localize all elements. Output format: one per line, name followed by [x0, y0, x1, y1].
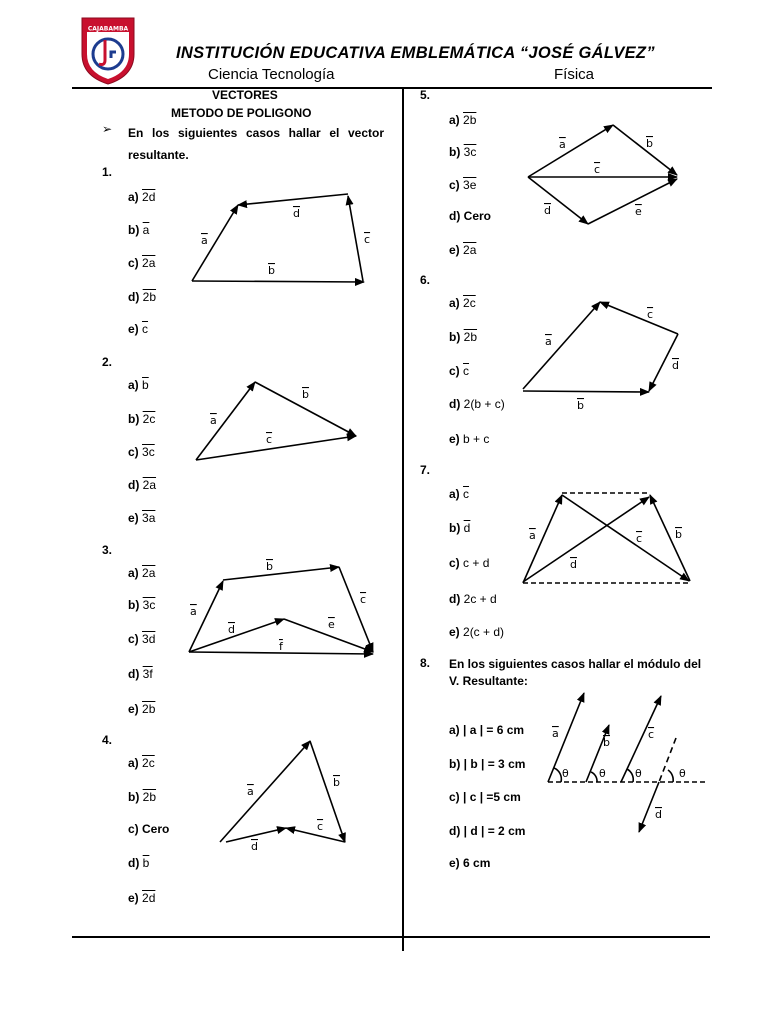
label-p1-d: d — [293, 207, 300, 220]
option: b) | b | = 3 cm — [449, 757, 526, 771]
angle-label: θ — [679, 767, 686, 780]
label-p5-d: d — [544, 204, 551, 217]
section-title: VECTORES — [212, 88, 278, 102]
option: a) 2a — [128, 566, 156, 580]
label-p5-e: e — [635, 205, 642, 218]
logo-text: CAJABAMBA — [87, 25, 129, 33]
label-p7-d: d — [570, 558, 577, 571]
label-p6-c: c — [647, 308, 654, 321]
figure-problem-7 — [523, 493, 690, 583]
area-label: Ciencia Tecnología — [208, 66, 335, 83]
problem-5-number: 5. — [420, 88, 431, 102]
option: a) $\overline{c}$ — [449, 487, 470, 501]
option: b) 2c — [128, 412, 156, 426]
problem-6-number: 6. — [420, 273, 431, 287]
label-p1-b: b — [268, 264, 275, 277]
label-p1-c: c — [364, 233, 371, 246]
option: c) | c | =5 cm — [449, 790, 521, 804]
label-p2-c: c — [266, 433, 273, 446]
option: d) 2c + d — [449, 592, 497, 606]
label-p6-d: d — [672, 359, 679, 372]
option: b) $\overline{a}$ — [128, 223, 150, 237]
figure-problem-1 — [192, 194, 364, 282]
option: d) | d | = 2 cm — [449, 824, 526, 838]
label-p3-e: e — [328, 618, 335, 631]
option: b) 3c — [449, 145, 477, 159]
section-subtitle: METODO DE POLIGONO — [171, 106, 312, 120]
angle-label: θ — [599, 767, 606, 780]
label-p7-a: a — [529, 529, 536, 542]
label-p8-a: a — [552, 727, 559, 740]
bullet-arrow-icon: ➢ — [102, 122, 113, 136]
option: c) $\overline{c}$ — [449, 364, 470, 378]
label-p4-b: b — [333, 776, 340, 789]
option: d) $\overline{b}$ — [128, 856, 150, 870]
option: a) 2c — [449, 296, 476, 310]
option: c) Cero — [128, 822, 170, 836]
label-p5-c: c — [594, 163, 601, 176]
problem-3-number: 3. — [102, 543, 113, 557]
figure-problem-4 — [220, 741, 345, 842]
option: b) 3c — [128, 598, 156, 612]
problem-4-number: 4. — [102, 733, 113, 747]
label-p8-d: d — [655, 808, 662, 821]
option: a) 2b — [449, 113, 477, 127]
label-p5-a: a — [559, 138, 566, 151]
institution-title: INSTITUCIÓN EDUCATIVA EMBLEMÁTICA “JOSÉ GÁLVEZ” — [176, 44, 655, 62]
label-p8-c: c — [648, 728, 655, 741]
option: a) 2d — [128, 190, 156, 204]
label-p7-c: c — [636, 532, 643, 545]
problem-2-number: 2. — [102, 355, 113, 369]
problem-8-number: 8. — [420, 656, 431, 670]
option: c) c + d — [449, 556, 490, 570]
course-label: Física — [554, 66, 595, 83]
option: b) 2b — [128, 790, 157, 804]
label-p4-c: c — [317, 820, 324, 833]
option: e) 2d — [128, 891, 156, 905]
label-p3-b: b — [266, 560, 273, 573]
label-p4-d: d — [251, 840, 258, 853]
label-p3-c: c — [360, 593, 367, 606]
option: d) Cero — [449, 209, 492, 223]
option: c) 2a — [128, 256, 156, 270]
option: d) 3f — [128, 667, 153, 681]
label-p1-a: a — [201, 234, 208, 247]
option: e) 2b — [128, 702, 156, 716]
option: b) $\overline{d}$ — [449, 521, 471, 535]
label-p4-a: a — [247, 785, 254, 798]
option: c) 3e — [449, 178, 477, 192]
figure-problem-2 — [196, 382, 356, 460]
option: a) $\overline{b}$ — [128, 378, 149, 392]
option: e) 6 cm — [449, 856, 491, 870]
problem-8-statement: En los siguientes casos hallar el módulo del V. Resultante: — [449, 657, 702, 688]
label-p7-b: b — [675, 528, 682, 541]
option: b) 2b — [449, 330, 478, 344]
angle-label: θ — [562, 767, 569, 780]
label-p3-a: a — [190, 605, 197, 618]
instruction-text: En los siguientes casos hallar el vector resultante. — [128, 126, 384, 162]
label-p3-d: d — [228, 623, 235, 636]
option: d) 2(b + c) — [449, 397, 505, 411]
label-p2-a: a — [210, 414, 217, 427]
option: a) | a | = 6 cm — [449, 723, 525, 737]
label-p5-b: b — [646, 137, 653, 150]
option: a) 2c — [128, 756, 155, 770]
label-p8-b: b — [603, 736, 610, 749]
option: e) 3a — [128, 511, 156, 525]
label-p2-b: b — [302, 388, 309, 401]
option: e) 2a — [449, 243, 477, 257]
option: c) 3d — [128, 632, 156, 646]
option: d) 2a — [128, 478, 157, 492]
option: d) 2b — [128, 290, 157, 304]
option: e) $\overline{c}$ — [128, 322, 149, 336]
option: c) 3c — [128, 445, 155, 459]
option: e) 2(c + d) — [449, 625, 505, 639]
label-p6-b: b — [577, 399, 584, 412]
problem-1-number: 1. — [102, 165, 113, 179]
option: e) b + c — [449, 432, 490, 446]
figure-problem-8 — [548, 693, 706, 832]
angle-label: θ — [635, 767, 642, 780]
label-p3-f: f — [279, 640, 283, 653]
problem-7-number: 7. — [420, 463, 431, 477]
label-p6-a: a — [545, 335, 552, 348]
